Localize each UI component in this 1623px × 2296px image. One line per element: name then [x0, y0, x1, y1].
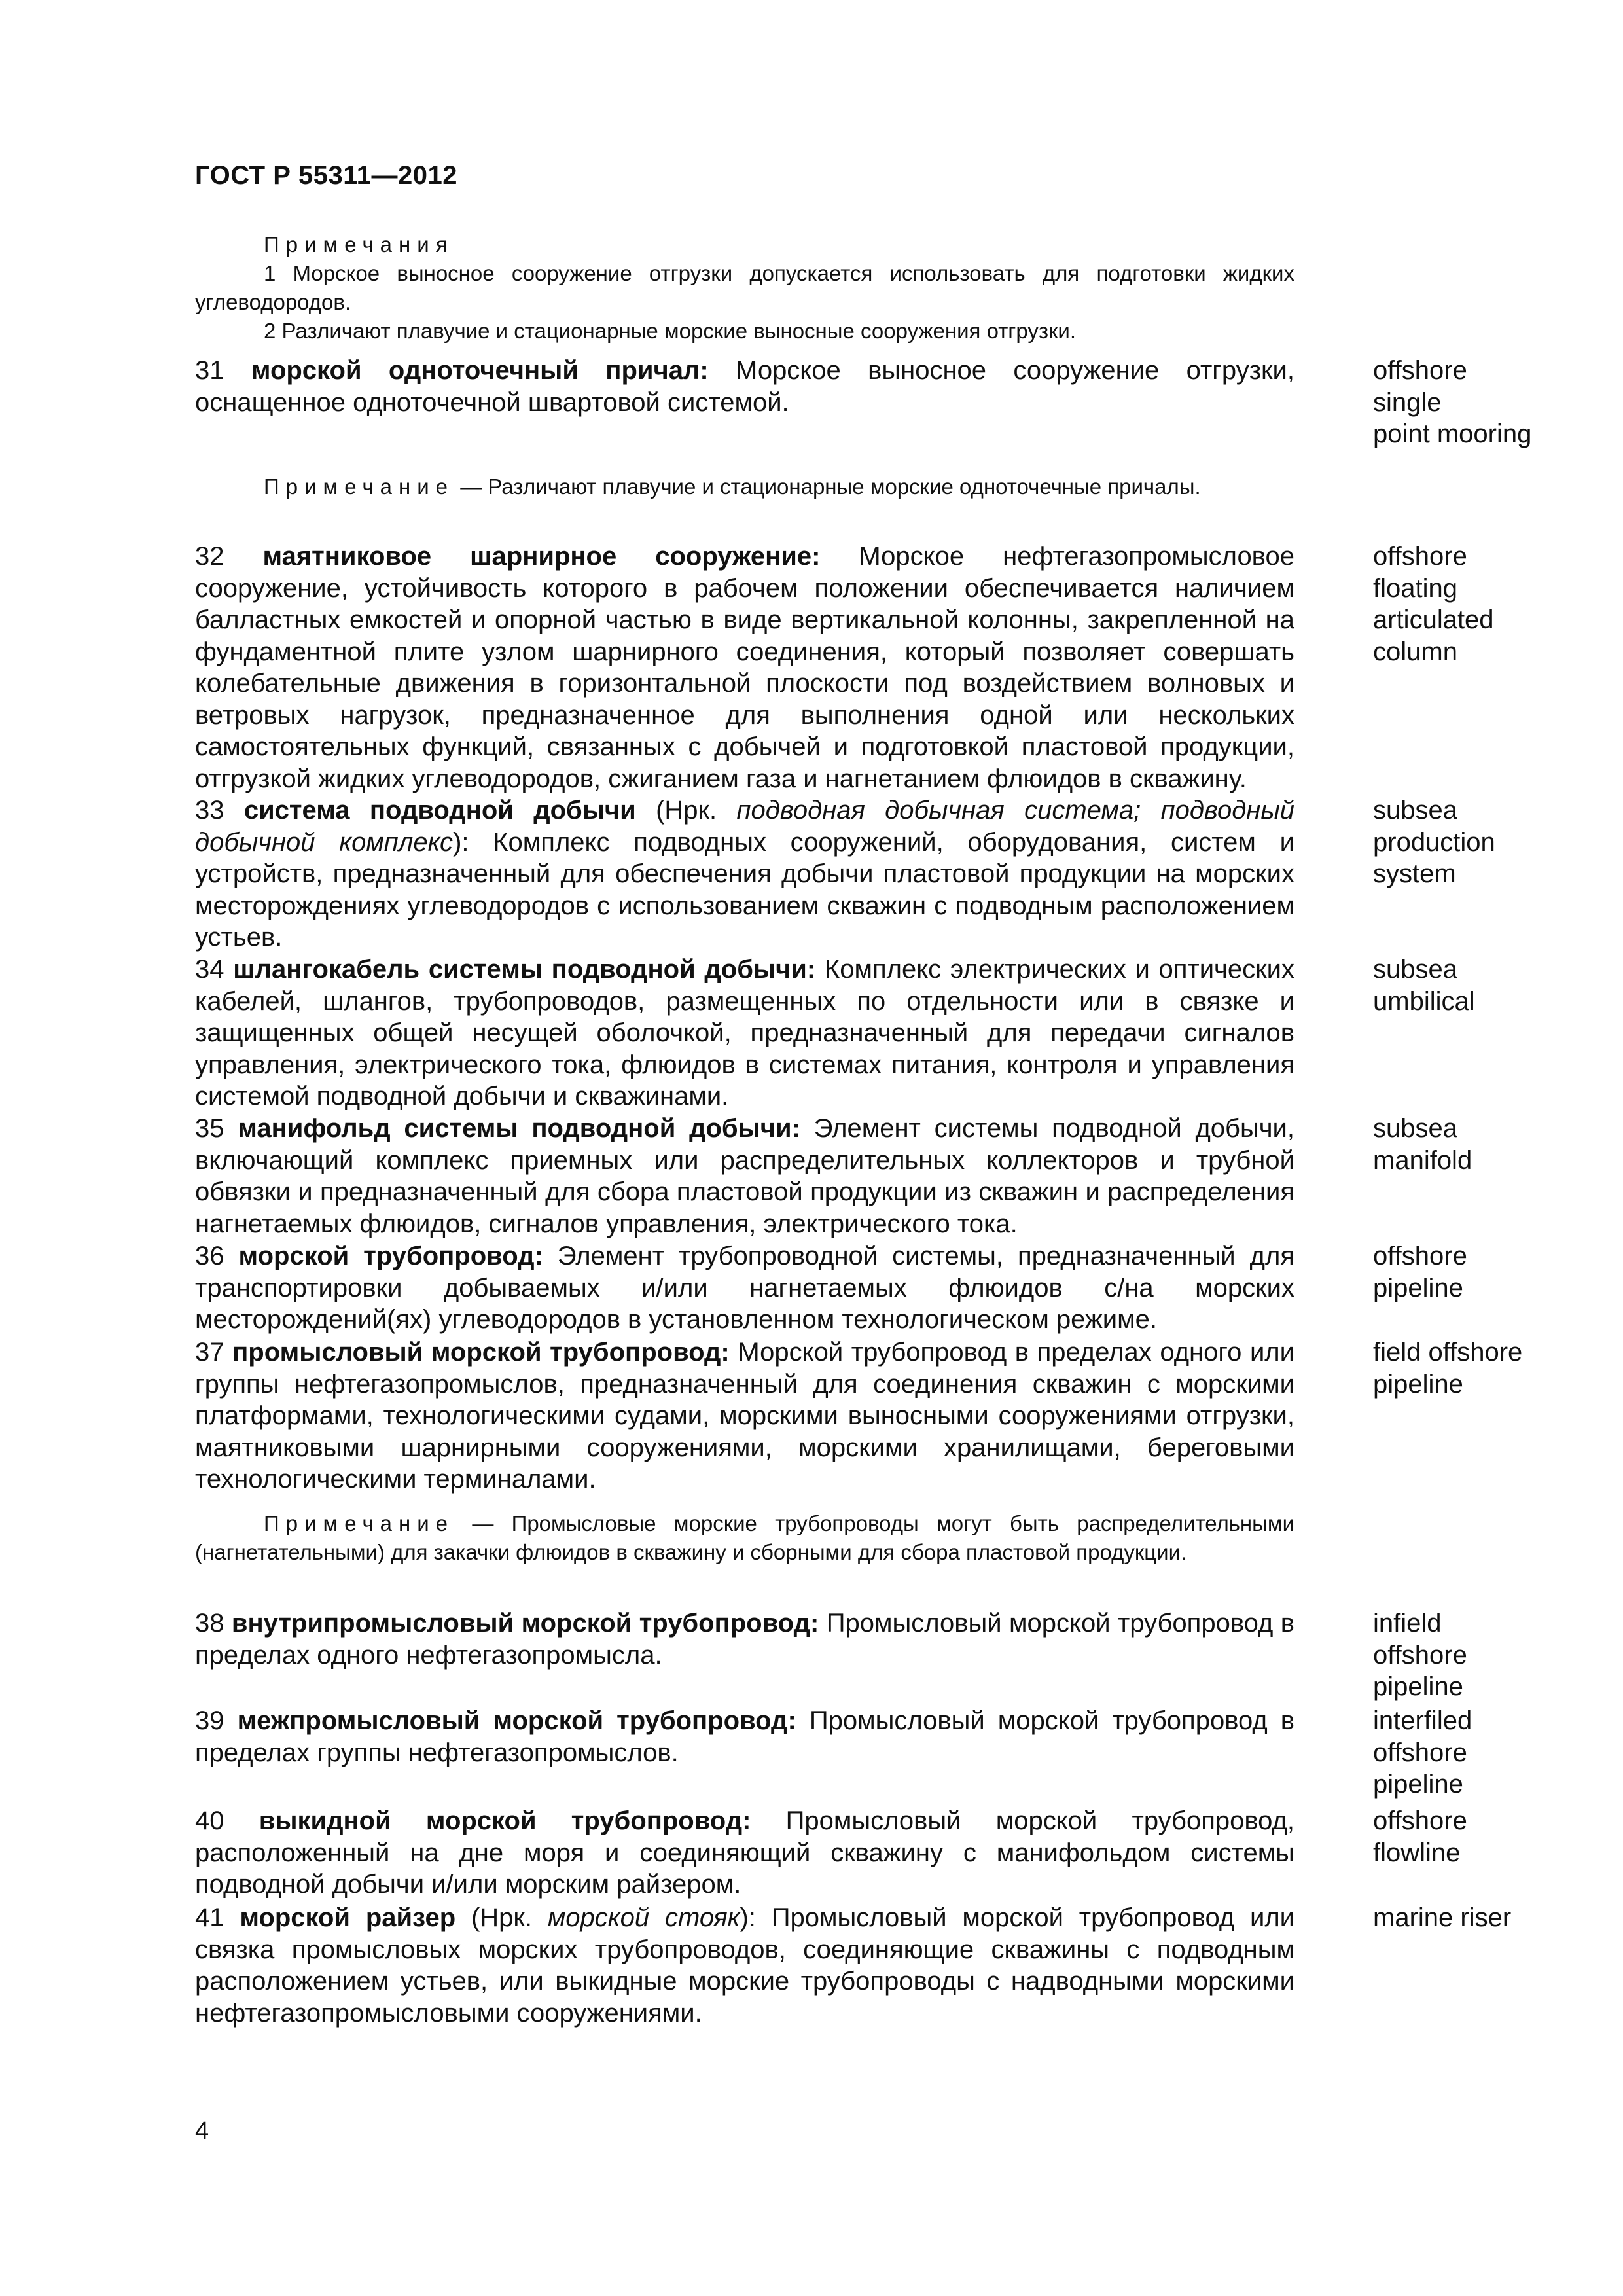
term-32-name: маятниковое шарнирное сооружение:: [262, 542, 821, 571]
term-37-name: промысловый морской трубопровод:: [232, 1338, 730, 1367]
notes-title: Примечания: [264, 232, 454, 257]
term-33-text: 33 система подводной добычи (Нрк. подводная добычная система; подводный добычной комплекс): Комплекс подводных сооружений, оборудования, систем и устройств, предназначенный для обеспечения добычи пластовой продукции на морских месторождениях углеводородов с использованием скважин с подводным расположением устьев.: [195, 796, 1295, 952]
term-36-en: offshore pipeline: [1373, 1242, 1467, 1302]
term-34-name: шлангокабель системы подводной добычи:: [233, 955, 816, 984]
term-35-en: subsea manifold: [1373, 1114, 1472, 1175]
note-2: 2 Различают плавучие и стационарные морские выносные сооружения отгрузки.: [264, 319, 1076, 343]
term-39-en: interfiled offshore pipeline: [1373, 1706, 1472, 1799]
term-31-en: offshore single point mooring: [1373, 356, 1532, 448]
term-35: [195, 1113, 1616, 1240]
term-38-name: внутрипромысловый морской трубопровод:: [231, 1609, 819, 1638]
term-31-name: морской одноточечный причал:: [251, 356, 709, 385]
term-39-name: межпромысловый морской трубопровод:: [237, 1706, 796, 1735]
term-39-text: 39 межпромысловый морской трубопровод: Промысловый морской трубопровод в пределах группы нефтегазопромыслов.: [195, 1706, 1295, 1767]
term-41: [195, 1902, 1616, 2029]
note-1: 1 Морское выносное сооружение отгрузки допускается использовать для подготовки жидких углеводородов.: [195, 261, 1294, 314]
term-31-text: 31 морской одноточечный причал: Морское выносное сооружение отгрузки, оснащенное одноточечной швартовой системой.: [195, 356, 1294, 417]
note-37: Примечание — Промысловые морские трубопроводы могут быть распределительными (нагнетательными) для закачки флюидов в скважину и сборными для сбора пластовой продукции.: [195, 1511, 1294, 1564]
term-34-text: 34 шлангокабель системы подводной добычи: Комплекс электрических и оптических кабелей, шлангов, трубопроводов, размещенных по отдельности или в связке и защищенных общей несущей оболочкой, предназначенный для передачи сигналов управления, электрического тока, флюидов в системах питания, контроля и управления системой подводной добычи и скважинами.: [195, 955, 1294, 1111]
page-number: 4: [195, 2117, 209, 2145]
term-40-text: 40 выкидной морской трубопровод: Промысловый морской трубопровод, расположенный на дне моря и соединяющий скважину с манифольдом системы подводной добычи и/или морским райзером.: [195, 1806, 1294, 1899]
term-36-text: 36 морской трубопровод: Элемент трубопроводной системы, предназначенный для транспортировки добываемых и/или нагнетаемых флюидов с/на морских месторождений(ях) углеводородов в установленном технологическом режиме.: [195, 1242, 1294, 1334]
term-33-synonym: подводная добычная система; подводный добычной комплекс: [195, 796, 1294, 857]
term-41-synonym: морской стояк: [547, 1903, 740, 1932]
term-37-en: field offshore pipeline: [1373, 1338, 1523, 1399]
term-40-name: выкидной морской трубопровод:: [259, 1806, 751, 1835]
term-39: [195, 1705, 1616, 1801]
note-31: Примечание — Различают плавучие и стационарные морские одноточечные причалы.: [264, 475, 1201, 499]
term-38-en: infield offshore pipeline: [1373, 1609, 1467, 1701]
term-34-en: subsea umbilical: [1373, 955, 1475, 1016]
notes-top: [195, 230, 1294, 346]
term-31: [195, 355, 1616, 450]
term-33-en: subsea production system: [1373, 796, 1495, 888]
term-32-en: offshore floating articulated column: [1373, 542, 1494, 666]
term-40-en: offshore flowline: [1373, 1806, 1467, 1867]
term-38: [195, 1607, 1616, 1703]
term-36-name: морской трубопровод:: [238, 1242, 543, 1270]
term-33: [195, 795, 1616, 954]
term-35-name: манифольд системы подводной добычи:: [238, 1114, 800, 1143]
term-38-text: 38 внутрипромысловый морской трубопровод: Промысловый морской трубопровод в пределах одного нефтегазопромысла.: [195, 1609, 1294, 1670]
term-37-text: 37 промысловый морской трубопровод: Морской трубопровод в пределах одного или группы нефтегазопромыслов, предназначенный для соединения скважин с морскими платформами, технологическими судами, морскими выносными сооружениями отгрузки, маятниковыми шарнирными сооружениями, морскими хранилищами, береговыми технологическими терминалами.: [195, 1338, 1294, 1494]
term-41-en: marine riser: [1373, 1903, 1512, 1932]
term-34: [195, 954, 1616, 1113]
term-40: [195, 1805, 1616, 1901]
document-header: ГОСТ Р 55311—2012: [195, 161, 457, 190]
term-41-text: 41 морской райзер (Нрк. морской стояк): Промысловый морской трубопровод или связка промысловых морских трубопроводов, соединяющие скважины с подводным расположением устьев, или выкидные морские трубопроводы с надводными морскими нефтегазопромысловыми сооружениями.: [195, 1903, 1294, 2028]
term-32: [195, 541, 1616, 795]
term-37: [195, 1336, 1616, 1496]
term-41-name: морской райзер: [240, 1903, 456, 1932]
term-33-name: система подводной добычи: [243, 796, 636, 825]
term-32-text: 32 маятниковое шарнирное сооружение: Морское нефтегазопромысловое сооружение, устойчивость которого в рабочем положении обеспечивается наличием балластных емкостей и опорной частью в виде вертикальной колонны, закрепленной на фундаментной плите узлом шарнирного соединения, который позволяет совершать колебательные движения в горизонтальной плоскости под воздействием волновых и ветровых нагрузок, предназначенное для выполнения одной или нескольких самостоятельных функций, связанных с добычей и подготовкой пластовой продукции, отгрузкой жидких углеводородов, сжиганием газа и нагнетанием флюидов в скважину.: [195, 542, 1294, 793]
term-35-text: 35 манифольд системы подводной добычи: Элемент системы подводной добычи, включающий комплекс приемных или распределительных коллекторов и трубной обвязки и предназначенный для сбора пластовой продукции из скважин и распределения нагнетаемых флюидов, сигналов управления, электрического тока.: [195, 1114, 1294, 1238]
term-36: [195, 1240, 1616, 1336]
